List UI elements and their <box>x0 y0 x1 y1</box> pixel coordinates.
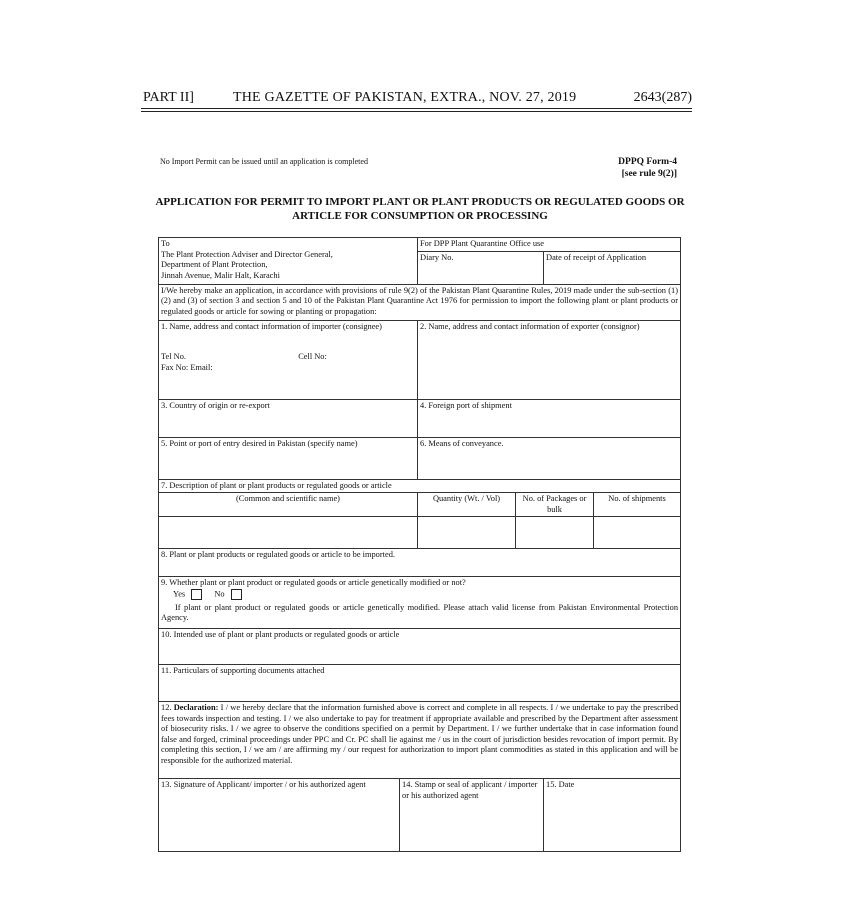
conveyance-field[interactable] <box>418 437 681 479</box>
gazette-title: THE GAZETTE OF PAKISTAN, EXTRA., NOV. 27, 2019 <box>233 90 577 105</box>
form-name: DPPQ Form-4 <box>618 157 677 167</box>
country-origin-field[interactable] <box>159 399 418 437</box>
declaration-text: I / we hereby declare that the information furnished above is correct and complete in all respects. I / we undertake to pay the prescribed fees towards inspection and testing. I / we also undertake to pay for treatment if appropriate available and prescribed by the Department after assessment of biosecurity risks. I / we agree to observe the conditions specified on a permit by Department. I / we further undertake that in case information found false and forged, criminal proceedings under PPC and Cr. PC shall lie against me / us in the court of jurisdiction besides revocation of import permit. By completing this section, I / we am / are affirming my / our request for authorization to import plant commodities as stated in this application and will be responsible for the authorized material. <box>161 703 679 765</box>
application-form-table <box>158 237 681 852</box>
form-rule: [see rule 9(2)] <box>621 169 677 179</box>
foreign-port-label: 4. Foreign port of shipment <box>420 400 512 410</box>
addressee-to: To <box>161 239 170 248</box>
goods-imported-field[interactable] <box>159 549 681 577</box>
exporter-field[interactable] <box>418 320 681 399</box>
form-heading-line2: ARTICLE FOR CONSUMPTION OR PROCESSING <box>292 210 548 222</box>
declaration-label: Declaration: <box>173 703 219 712</box>
addressee-line3: Jinnah Avenue, Malir Halt, Karachi <box>161 270 280 280</box>
diary-no-field[interactable]: Diary No. <box>418 251 544 284</box>
form-identifier <box>560 156 677 180</box>
importer-cell-label: Cell No: <box>298 352 327 361</box>
gmo-yes-label: Yes <box>173 588 186 598</box>
signature-label: 13. Signature of Applicant/ importer / or his authorized agent <box>161 780 366 789</box>
importer-phone-line <box>161 352 415 363</box>
gazette-part: PART II] <box>143 90 194 105</box>
description-names-header: (Common and scientific name) <box>159 493 418 517</box>
gmo-yes-checkbox[interactable] <box>191 589 202 600</box>
conveyance-label: 6. Means of conveyance. <box>420 438 504 448</box>
importer-label: 1. Name, address and contact information of importer (consignee) <box>161 321 382 331</box>
description-shipments-cell[interactable] <box>594 517 681 549</box>
addressee-block <box>159 238 418 285</box>
date-label: 15. Date <box>546 780 575 789</box>
importer-tel-label: Tel No. <box>161 352 186 361</box>
supporting-docs-label: 11. Particulars of supporting documents attached <box>161 666 325 675</box>
intro-statement: I/We hereby make an application, in accordance with provisions of rule 9(2) of the Pakistan Plant Quarantine Rules, 2019 made under the sub-section (1) (2) and (3) of section 3 and section 5 and 10 of the Pakistan Plant Quarantine Act 1976 for permission to import the following plant or plant products or regulated goods or article for sowing or planting or propagation: <box>159 284 681 320</box>
date-of-receipt-field[interactable]: Date of receipt of Application <box>544 251 681 284</box>
description-packages-header: No. of Packages or bulk <box>516 493 594 517</box>
description-names-cell[interactable] <box>159 517 418 549</box>
intended-use-field[interactable] <box>159 629 681 665</box>
exporter-label: 2. Name, address and contact information of exporter (consignor) <box>420 321 640 331</box>
form-heading-line1: APPLICATION FOR PERMIT TO IMPORT PLANT OR PLANT PRODUCTS OR REGULATED GOODS OR <box>155 196 685 208</box>
gmo-no-checkbox[interactable] <box>231 589 242 600</box>
goods-imported-label: 8. Plant or plant products or regulated goods or article to be imported. <box>161 550 395 559</box>
supporting-docs-field[interactable] <box>159 665 681 702</box>
foreign-port-field[interactable] <box>418 399 681 437</box>
importer-field[interactable] <box>159 320 418 399</box>
form-heading <box>150 195 690 223</box>
country-origin-label: 3. Country of origin or re-export <box>161 400 270 410</box>
signature-field[interactable] <box>159 779 400 852</box>
permit-note: No Import Permit can be issued until an application is completed <box>160 157 368 166</box>
stamp-field[interactable] <box>400 779 544 852</box>
port-of-entry-label: 5. Point or port of entry desired in Pakistan (specify name) <box>161 438 358 448</box>
gmo-options <box>161 589 678 600</box>
addressee-line2: Department of Plant Protection, <box>161 260 268 269</box>
gmo-note: If plant or plant product or regulated goods or article genetically modified. Please attach valid license from Pakistan Environmental Protection Agency. <box>161 602 679 622</box>
gmo-no-label: No <box>214 588 225 598</box>
description-shipments-header: No. of shipments <box>594 493 681 517</box>
description-quantity-header: Quantity (Wt. / Vol) <box>418 493 516 517</box>
office-use-title: For DPP Plant Quarantine Office use <box>418 238 681 252</box>
addressee-line1: The Plant Protection Adviser and Director General, <box>161 249 333 259</box>
gmo-question: 9. Whether plant or plant product or regulated goods or article genetically modified or not? <box>161 578 466 587</box>
declaration-number: 12. <box>161 703 172 712</box>
importer-fax-email-label: Fax No: Email: <box>161 362 213 372</box>
gazette-header <box>143 90 692 110</box>
stamp-label: 14. Stamp or seal of applicant / importer or his authorized agent <box>402 780 538 800</box>
declaration-block <box>159 702 681 779</box>
header-rule-bottom <box>141 111 692 112</box>
gmo-field <box>159 577 681 629</box>
intended-use-label: 10. Intended use of plant or plant products or regulated goods or article <box>161 630 400 639</box>
date-field[interactable] <box>544 779 681 852</box>
header-rule-top <box>141 108 692 109</box>
gazette-page-number: 2643(287) <box>633 90 692 105</box>
description-quantity-cell[interactable] <box>418 517 516 549</box>
description-label: 7. Description of plant or plant products or regulated goods or article <box>159 479 681 493</box>
port-of-entry-field[interactable] <box>159 437 418 479</box>
description-packages-cell[interactable] <box>516 517 594 549</box>
